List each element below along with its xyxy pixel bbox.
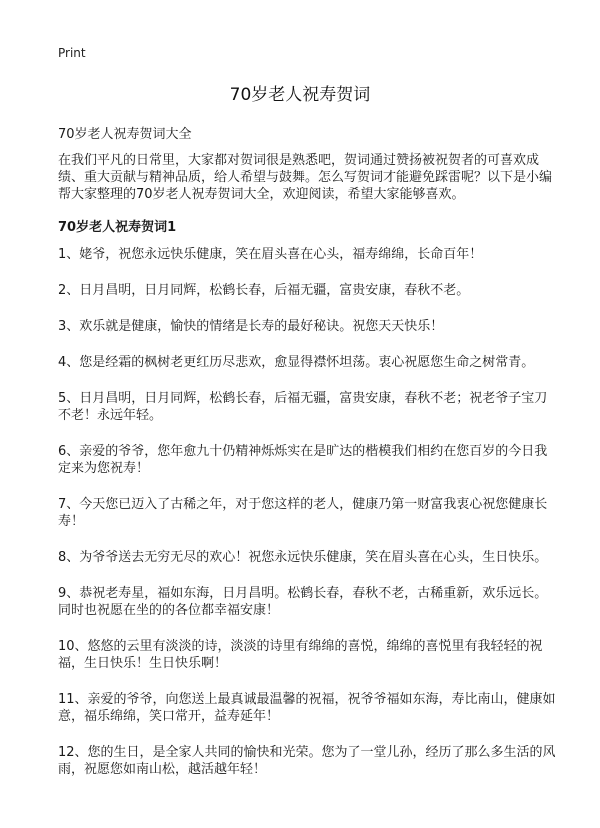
list-item: 5、日月昌明，日月同辉，松鹤长春，后福无疆，富贵安康，春秋不老；祝老爷子宝刀不老！永远年轻。 <box>58 391 548 423</box>
greeting-list <box>58 246 558 797</box>
section-heading: 70岁老人祝寿贺词1 <box>58 220 177 235</box>
list-item: 12、您的生日，是全家人共同的愉快和光荣。您为了一堂儿孙，经历了那么多生活的风雨，祝愿您如南山松，越活越年轻！ <box>58 745 556 777</box>
list-item: 7、今天您已迈入了古稀之年，对于您这样的老人，健康乃第一财富我衷心祝您健康长寿！ <box>58 497 548 529</box>
intro-paragraph: 在我们平凡的日常里，大家都对贺词很是熟悉吧，贺词通过赞扬被祝贺者的可喜欢成绩、重大贡献与精神品质，给人希望与鼓舞。怎么写贺词才能避免踩雷呢？以下是小编帮大家整理的70岁老人祝寿贺词大全，欢迎阅读，希望大家能够喜欢。 <box>58 153 553 202</box>
page-title: 70岁老人祝寿贺词 <box>229 85 371 105</box>
print-link[interactable]: Print <box>58 46 86 60</box>
article-subtitle: 70岁老人祝寿贺词大全 <box>58 127 192 142</box>
list-item: 10、悠悠的云里有淡淡的诗，淡淡的诗里有绵绵的喜悦，绵绵的喜悦里有我轻轻的祝福，生日快乐！生日快乐啊！ <box>58 639 543 671</box>
list-item: 9、恭祝老寿星，福如东海，日月昌明。松鹤长春，春秋不老，古稀重新，欢乐远长。同时也祝愿在坐的的各位都幸福安康！ <box>58 586 548 618</box>
list-item: 2、日月昌明，日月同辉，松鹤长春，后福无疆，富贵安康，春秋不老。 <box>58 283 470 298</box>
list-item: 6、亲爱的爷爷，您年愈九十仍精神烁烁实在是旷达的楷模我们相约在您百岁的今日我定来为您祝寿！ <box>58 444 548 476</box>
list-item: 3、欢乐就是健康，愉快的情绪是长寿的最好秘诀。祝您天天快乐！ <box>58 319 444 334</box>
list-item: 1、姥爷，祝您永远快乐健康，笑在眉头喜在心头，福寿绵绵，长命百年！ <box>58 247 483 262</box>
list-item: 11、亲爱的爷爷，向您送上最真诚最温馨的祝福，祝爷爷福如东海，寿比南山，健康如意，福乐绵绵，笑口常开，益寿延年！ <box>58 692 556 724</box>
list-item: 8、为爷爷送去无穷无尽的欢心！祝您永远快乐健康，笑在眉头喜在心头，生日快乐。 <box>58 550 548 565</box>
list-item: 4、您是经霜的枫树老更红历尽悲欢，愈显得襟怀坦荡。衷心祝愿您生命之树常青。 <box>58 355 535 370</box>
